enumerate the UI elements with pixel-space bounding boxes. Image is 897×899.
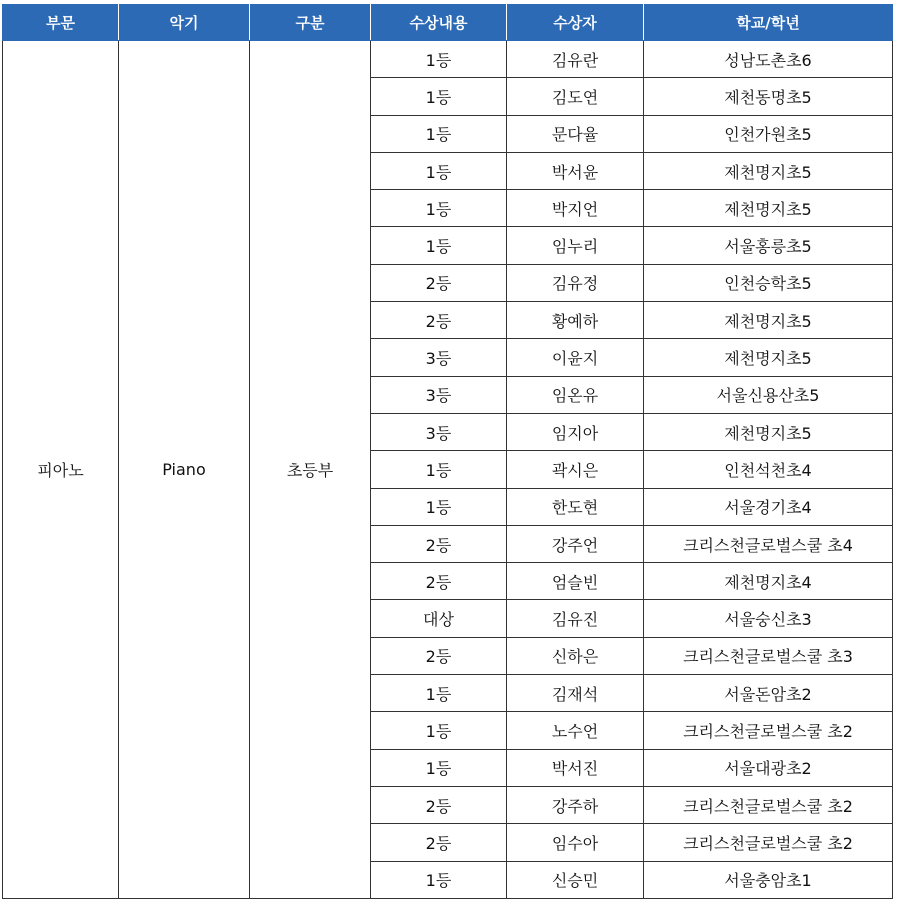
- school-cell: 서울돈암초2: [644, 675, 893, 712]
- school-cell: 제천명지초5: [644, 413, 893, 450]
- school-cell: 크리스천글로벌스쿨 초4: [644, 525, 893, 562]
- winner-cell: 한도현: [507, 488, 644, 525]
- winner-cell: 강주언: [507, 525, 644, 562]
- winner-cell: 엄슬빈: [507, 563, 644, 600]
- school-cell: 서울충암초1: [644, 861, 893, 898]
- header-division: 구분: [250, 5, 371, 41]
- school-cell: 서울숭신초3: [644, 600, 893, 637]
- winner-cell: 김도연: [507, 78, 644, 115]
- school-cell: 크리스천글로벌스쿨 초2: [644, 824, 893, 861]
- winner-cell: 김재석: [507, 675, 644, 712]
- section-cell: 피아노: [3, 41, 119, 899]
- winner-cell: 임누리: [507, 227, 644, 264]
- school-cell: 크리스천글로벌스쿨 초2: [644, 712, 893, 749]
- award-cell: 2등: [371, 824, 507, 861]
- winner-cell: 신하은: [507, 637, 644, 674]
- winner-cell: 신승민: [507, 861, 644, 898]
- award-cell: 1등: [371, 749, 507, 786]
- school-cell: 서울홍릉초5: [644, 227, 893, 264]
- school-cell: 서울신용산초5: [644, 376, 893, 413]
- header-award: 수상내용: [371, 5, 507, 41]
- winner-cell: 이윤지: [507, 339, 644, 376]
- award-cell: 3등: [371, 413, 507, 450]
- award-cell: 1등: [371, 488, 507, 525]
- awards-table-container: [2, 4, 893, 899]
- winner-cell: 강주하: [507, 786, 644, 823]
- award-cell: 1등: [371, 115, 507, 152]
- award-cell: 1등: [371, 451, 507, 488]
- header-school-grade: 학교/학년: [644, 5, 893, 41]
- header-section: 부문: [3, 5, 119, 41]
- school-cell: 인천승학초5: [644, 264, 893, 301]
- division-cell: 초등부: [250, 41, 371, 899]
- winner-cell: 노수언: [507, 712, 644, 749]
- award-cell: 2등: [371, 563, 507, 600]
- school-cell: 서울대광초2: [644, 749, 893, 786]
- school-cell: 제천명지초5: [644, 302, 893, 339]
- school-cell: 크리스천글로벌스쿨 초2: [644, 786, 893, 823]
- winner-cell: 임온유: [507, 376, 644, 413]
- winner-cell: 황예하: [507, 302, 644, 339]
- award-cell: 2등: [371, 525, 507, 562]
- award-cell: 1등: [371, 712, 507, 749]
- award-cell: 2등: [371, 637, 507, 674]
- school-cell: 인천석천초4: [644, 451, 893, 488]
- school-cell: 제천명지초4: [644, 563, 893, 600]
- winner-cell: 김유정: [507, 264, 644, 301]
- table-row: [3, 41, 893, 78]
- award-cell: 1등: [371, 152, 507, 189]
- header-instrument: 악기: [119, 5, 250, 41]
- award-cell: 3등: [371, 339, 507, 376]
- school-cell: 제천명지초5: [644, 190, 893, 227]
- instrument-cell: Piano: [119, 41, 250, 899]
- winner-cell: 김유진: [507, 600, 644, 637]
- award-cell: 1등: [371, 41, 507, 78]
- winner-cell: 임지아: [507, 413, 644, 450]
- school-cell: 서울경기초4: [644, 488, 893, 525]
- award-cell: 대상: [371, 600, 507, 637]
- school-cell: 제천명지초5: [644, 339, 893, 376]
- school-cell: 성남도촌초6: [644, 41, 893, 78]
- winner-cell: 김유란: [507, 41, 644, 78]
- school-cell: 크리스천글로벌스쿨 초3: [644, 637, 893, 674]
- header-winner: 수상자: [507, 5, 644, 41]
- award-cell: 2등: [371, 302, 507, 339]
- school-cell: 제천동명초5: [644, 78, 893, 115]
- award-cell: 1등: [371, 227, 507, 264]
- award-cell: 1등: [371, 861, 507, 898]
- table-body: [3, 41, 893, 899]
- winner-cell: 곽시은: [507, 451, 644, 488]
- award-cell: 1등: [371, 675, 507, 712]
- award-cell: 1등: [371, 190, 507, 227]
- winner-cell: 임수아: [507, 824, 644, 861]
- awards-table: [2, 4, 893, 899]
- winner-cell: 문다율: [507, 115, 644, 152]
- school-cell: 인천가원초5: [644, 115, 893, 152]
- award-cell: 2등: [371, 264, 507, 301]
- school-cell: 제천명지초5: [644, 152, 893, 189]
- header-row: [3, 5, 893, 41]
- winner-cell: 박서진: [507, 749, 644, 786]
- award-cell: 1등: [371, 78, 507, 115]
- award-cell: 3등: [371, 376, 507, 413]
- winner-cell: 박지언: [507, 190, 644, 227]
- award-cell: 2등: [371, 786, 507, 823]
- winner-cell: 박서윤: [507, 152, 644, 189]
